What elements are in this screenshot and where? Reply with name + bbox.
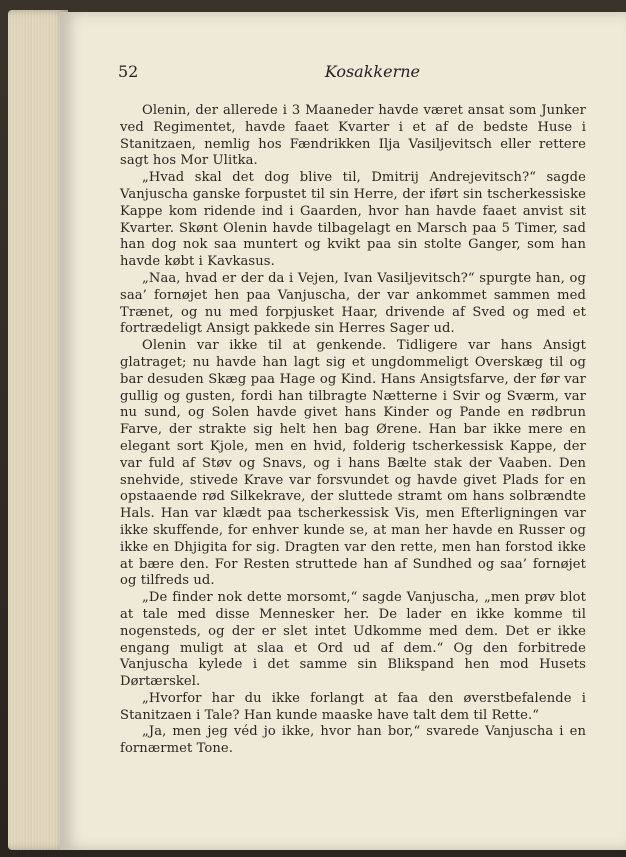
paragraph: Olenin var ikke til at genkende. Tidligere var hans Ansigt glatraget; nu havde han lagt sig et ungdommeligt Overskæg til og bar desuden Skæg paa Hage og Kind. Hans Ansigtsfarve, der før var gullig og gusten, fordi han tilbragte Nætterne i Svir og Sværm, var nu sund, og Solen havde givet hans Kinder og Pande en rødbrun Farve, der strakte sig helt hen bag Ørene. Han bar ikke mere en elegant sort Kjole, men en hvid, folderig tscherkessisk Kappe, der var fuld af Støv og Snavs, og i hans Bælte stak der Vaaben. Den snehvide, stivede Krave var forsvundet og havde givet Plads for en opstaaende rød Silkekrave, der sluttede stramt om hans solbrændte Hals. Han var klædt paa tscherkessisk Vis, men Efterligningen var ikke skuffende, for enhver kunde se, at man her havde en Russer og ikke en Dhjigita for sig. Dragten var den rette, men han forstod ikke at bære den. For Resten struttede han af Sundhed og saa’ fornøjet og tilfreds ud. (120, 338, 586, 589)
page-edges (8, 10, 68, 850)
running-head (118, 62, 420, 86)
body-text (120, 103, 586, 758)
paragraph: Olenin, der allerede i 3 Maaneder havde været ansat som Junker ved Regimentet, havde faaet Kvarter i et af de bedste Huse i Stanitzaen, nemlig hos Fændrikken Ilja Vasiljevitsch eller rettere sagt hos Mor Ulitka. (120, 103, 586, 169)
paragraph: „Ja, men jeg véd jo ikke, hvor han bor,“ svarede Vanjuscha i en fornærmet Tone. (120, 724, 586, 757)
paragraph: „Naa, hvad er der da i Vejen, Ivan Vasiljevitsch?“ spurgte han, og saa’ fornøjet hen paa Vanjuscha, der var ankommet sammen med Trænet, og nu med forpjusket Haar, drivende af Sved og med et fortrædeligt Ansigt pakkede sin Herres Sager ud. (120, 270, 586, 337)
paragraph: „Hvorfor har du ikke forlangt at faa den øverstbefalende i Stanitzaen i Tale? Han kunde maaske have talt dem til Rette.“ (120, 690, 586, 723)
paragraph: „De finder nok dette morsomt,“ sagde Vanjuscha, „men prøv blot at tale med disse Mennesker her. De lader en ikke komme til nogensteds, og der er slet intet Udkomme med dem. Det er ikke engang muligt at slaa et Ord ud af dem.“ Og den forbitrede Vanjuscha kylede i det samme sin Blikspand hen mod Husets Dørtærskel. (120, 590, 586, 690)
running-title: Kosakkerne (324, 62, 420, 81)
page-number: 52 (118, 62, 139, 81)
paragraph: „Hvad skal det dog blive til, Dmitrij Andrejevitsch?“ sagde Vanjuscha ganske forpustet til sin Herre, der iført sin tscherkessiske Kappe kom ridende ind i Gaarden, hvor han havde faaet anvist sit Kvarter. Skønt Olenin havde tilbagelagt en Marsch paa 5 Timer, sad han dog nok saa muntert og kvikt paa sin stolte Ganger, som han havde købt i Kavkasus. (120, 170, 586, 270)
